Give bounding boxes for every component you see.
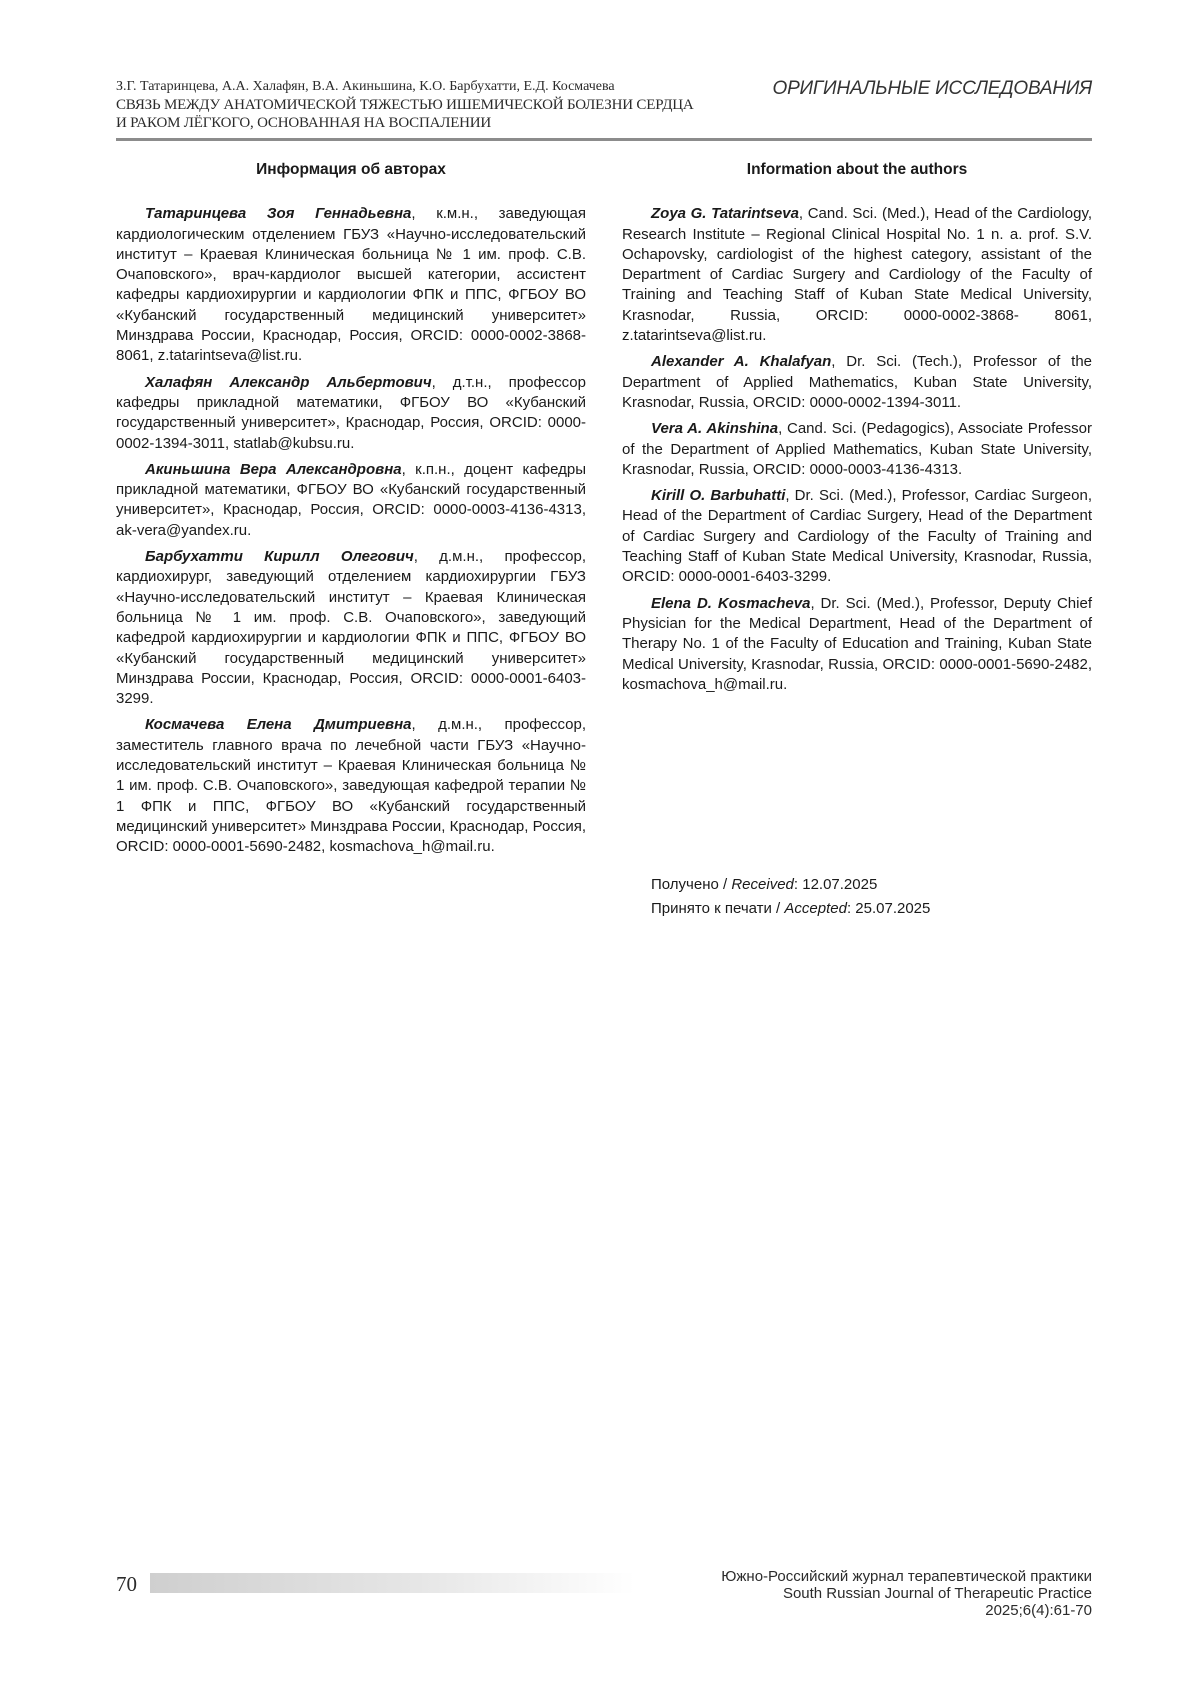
submission-dates — [651, 873, 930, 921]
author-entry-en-4 — [622, 486, 1092, 587]
header-title-line-2: И РАКОМ ЛЁГКОГО, ОСНОВАННАЯ НА ВОСПАЛЕНИИ — [116, 115, 492, 131]
author-details: , Dr. Sci. (Med.), Professor, Cardiac Surgeon, Head of the Department of Cardiac Surgery, Head of the Department of Cardiac Surgery and Cardiology of the Faculty of Training and Teaching Staff of Kuban State Medical University, Krasnodar, Russia, ORCID: 0000-0001-6403-3299. — [622, 487, 1092, 586]
page-number: 70 — [116, 1572, 137, 1596]
author-details: , д.м.н., профессор, кардиохирург, заведующий отделением кардиохирургии ГБУЗ «Научно-исследовательский институт – Краевая Клиническая больница № 1 им. проф. С.В. Очаповского», заведующий кафедрой кардиохирургии и кардиологии ФПК и ППС, ФГБОУ ВО «Кубанский государственный медицинский университет» Минздрава России, Краснодар, Россия, ORCID: 0000-0001-6403-3299. — [116, 548, 586, 708]
journal-name-ru: Южно-Российский журнал терапевтической практики — [721, 1568, 1092, 1585]
journal-citation: 2025;6(4):61-70 — [985, 1602, 1092, 1619]
footer-gradient-bar — [150, 1573, 635, 1593]
author-entry-en-3 — [622, 419, 1092, 480]
author-name: Vera A. Akinshina — [651, 420, 779, 438]
russian-section-title: Информация об авторах — [256, 161, 446, 178]
received-label-en: Received — [731, 876, 794, 893]
author-details: , Cand. Sci. (Med.), Head of the Cardiology, Research Institute – Regional Clinical Hospital No. 1 n. a. prof. S.V. Ochapovsky, cardiologist of the highest category, assistant of the Department of Cardiac Surgery and Cardiology of the Faculty of Training and Teaching Staff of Kuban State Medical University, Krasnodar, Russia, ORCID: 0000-0002-3868- 8061, z.tatarintseva@list.ru. — [622, 205, 1092, 345]
section-label: ОРИГИНАЛЬНЫЕ ИССЛЕДОВАНИЯ — [772, 78, 1092, 99]
author-entry-en-2 — [622, 352, 1092, 413]
author-entry-en-1 — [622, 204, 1092, 346]
running-header — [116, 78, 1092, 132]
author-name: Барбухатти Кирилл Олегович — [145, 548, 414, 566]
accepted-date — [651, 897, 930, 921]
authors-info-english — [622, 160, 1092, 701]
journal-footer — [721, 1568, 1092, 1619]
header-title-line-1: СВЯЗЬ МЕЖДУ АНАТОМИЧЕСКОЙ ТЯЖЕСТЬЮ ИШЕМИЧЕСКОЙ БОЛЕЗНИ СЕРДЦА — [116, 97, 694, 113]
accepted-label-en: Accepted — [784, 900, 847, 917]
author-name: Акиньшина Вера Александровна — [145, 460, 402, 478]
author-entry-ru-2 — [116, 373, 586, 454]
author-details: , д.м.н., профессор, заместитель главного врача по лечебной части ГБУЗ «Научно-исследовательский институт – Краевая Клиническая больница № 1 им. проф. С.В. Очаповского», заведующая кафедрой терапии № 1 ФПК и ППС, ФГБОУ ВО «Кубанский государственный медицинский университет» Минздрава России, Краснодар, Россия, ORCID: 0000-0001-5690-2482, kosmachova_h@mail.ru. — [116, 716, 586, 856]
author-name: Татаринцева Зоя Геннадьевна — [145, 205, 412, 223]
author-name: Alexander A. Khalafyan — [651, 353, 832, 371]
accepted-value: : 25.07.2025 — [846, 900, 931, 917]
accepted-label-ru: Принято к печати / — [651, 900, 785, 917]
received-label-ru: Получено / — [651, 876, 732, 893]
authors-info-russian — [116, 160, 586, 864]
author-name: Kirill O. Barbuhatti — [651, 487, 786, 505]
author-details: , д.т.н., профессор кафедры прикладной математики, ФГБОУ ВО «Кубанский государственный университет», Краснодар, Россия, ORCID: 0000-0002-1394-3011, statlab@kubsu.ru. — [116, 373, 586, 452]
author-details: , Dr. Sci. (Tech.), Professor of the Department of Applied Mathematics, Kuban State University, Krasnodar, Russia, ORCID: 0000-0002-1394-3011. — [622, 353, 1093, 411]
author-name: Zoya G. Tatarintseva — [651, 205, 799, 223]
author-name: Elena D. Kosmacheva — [651, 594, 811, 612]
author-entry-ru-3 — [116, 460, 586, 541]
author-name: Космачева Елена Дмитриевна — [145, 716, 412, 734]
author-entry-ru-1 — [116, 204, 586, 366]
author-details: , к.п.н., доцент кафедры прикладной математики, ФГБОУ ВО «Кубанский государственный университет», Краснодар, Россия, ORCID: 0000-0003-4136-4313, ak-vera@yandex.ru. — [116, 460, 586, 539]
english-section-title: Information about the authors — [746, 161, 968, 178]
author-name: Халафян Александр Альбертович — [145, 373, 432, 391]
author-details: , Dr. Sci. (Med.), Professor, Deputy Chief Physician for the Medical Department, Head of the Department of Therapy No. 1 of the Faculty of Education and Training, Kuban State Medical University, Krasnodar, Russia, ORCID: 0000-0001-5690-2482, kosmachova_h@mail.ru. — [622, 594, 1092, 693]
author-entry-ru-4 — [116, 547, 586, 709]
header-divider — [116, 138, 1092, 141]
author-entry-ru-5 — [116, 715, 586, 857]
author-details: , к.м.н., заведующая кардиологическим отделением ГБУЗ «Научно-исследовательский институт – Краевая Клиническая больница № 1 им. проф. С.В. Очаповского», врач-кардиолог высшей категории, ассистент кафедры кардиохирургии и кардиологии ФПК и ППС, ФГБОУ ВО «Кубанский государственный медицинский университет» Минздрава России, Краснодар, Россия, ORCID: 0000-0002-3868-8061, z.tatarintseva@list.ru. — [116, 205, 586, 365]
journal-name-en: South Russian Journal of Therapeutic Practice — [782, 1585, 1092, 1602]
author-entry-en-5 — [622, 594, 1092, 695]
author-details: , Cand. Sci. (Pedagogics), Associate Professor of the Department of Applied Mathematics, Kuban State University, Krasnodar, Russia, ORCID: 0000-0003-4136-4313. — [622, 420, 1092, 478]
received-value: : 12.07.2025 — [793, 876, 878, 893]
received-date — [651, 873, 930, 897]
header-authors: З.Г. Татаринцева, А.А. Халафян, В.А. Акиньшина, К.О. Барбухатти, Е.Д. Космачева — [116, 79, 615, 94]
